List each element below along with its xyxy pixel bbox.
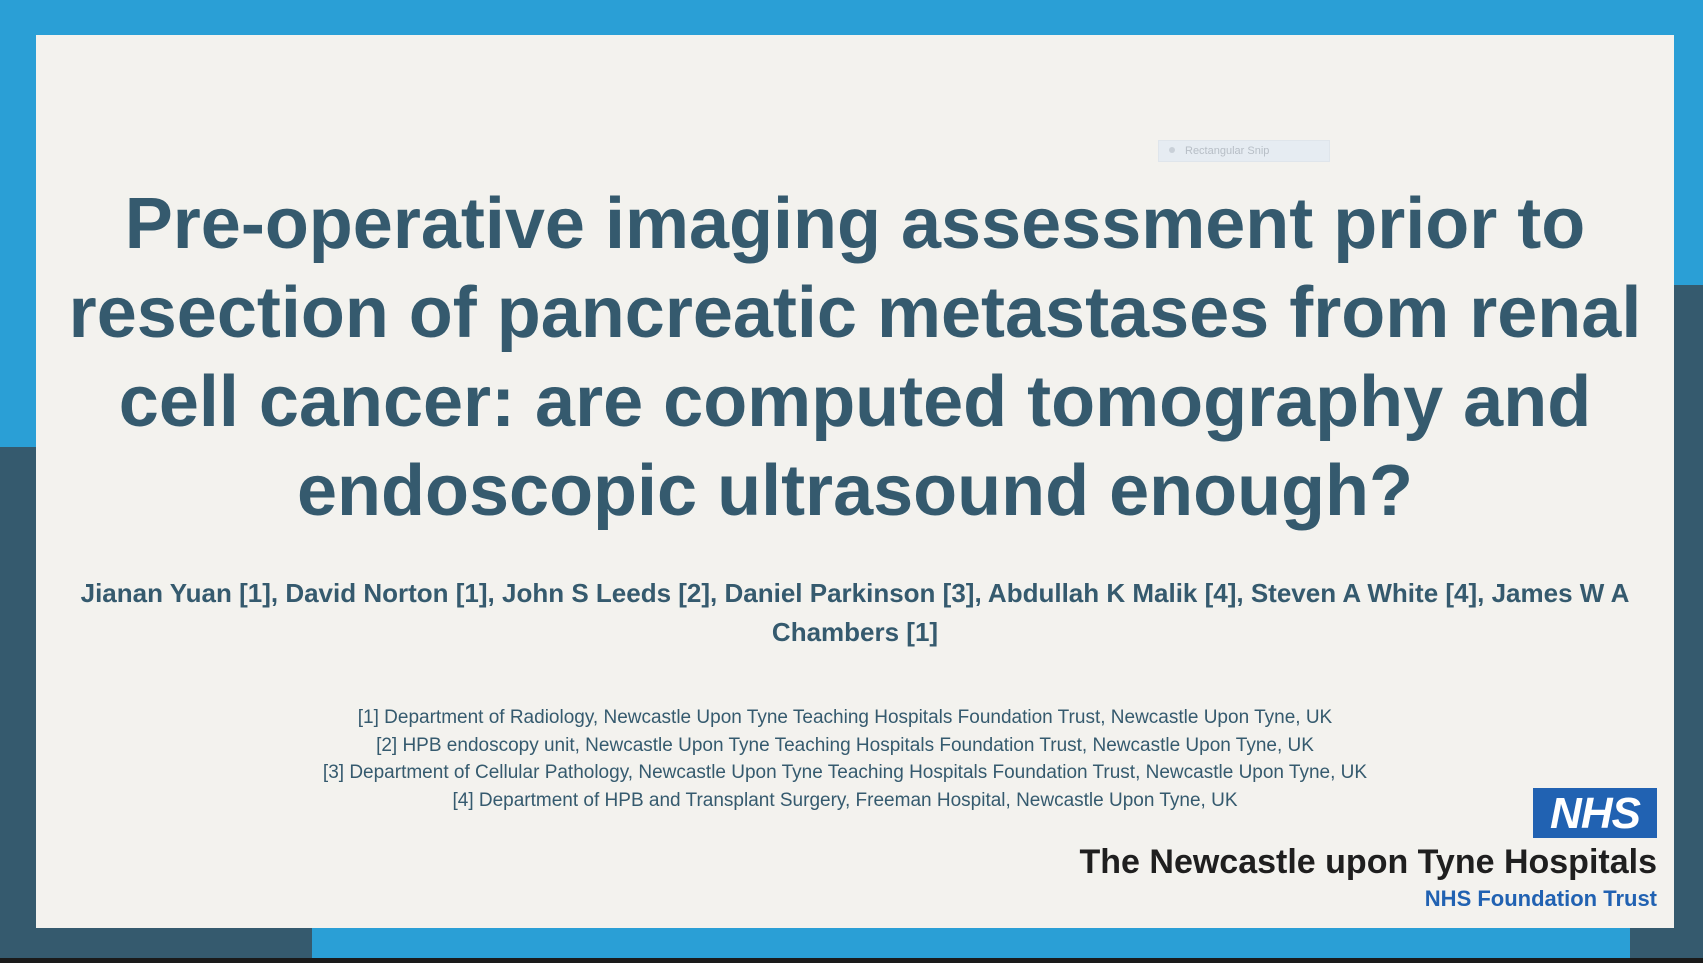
scissors-icon xyxy=(1169,147,1175,153)
affiliation-item: [3] Department of Cellular Pathology, Newcastle Upon Tyne Teaching Hospitals Foundation Trust, Newcastle Upon Tyne, UK xyxy=(322,762,1368,783)
nhs-logo xyxy=(1533,788,1657,838)
affiliation-item: [4] Department of HPB and Transplant Surgery, Freeman Hospital, Newcastle Upon Tyne, UK xyxy=(452,789,1238,811)
frame-accent-right xyxy=(1672,285,1703,963)
frame-accent-left xyxy=(0,447,36,963)
trust-name: The Newcastle upon Tyne Hospitals xyxy=(1079,843,1657,881)
screen-bottom-edge xyxy=(0,958,1703,963)
author-list: Jianan Yuan [1], David Norton [1], John S Leeds [2], Daniel Parkinson [3], Abdullah K Malik [4], Steven A White [4], James W A Chambers [1] xyxy=(80,578,1630,647)
nhs-logo-text: NHS xyxy=(1550,789,1640,838)
slide-title: Pre-operative imaging assessment prior to resection of pancreatic metastases from renal cell cancer: are computed tomography and endoscopic ultrasound enough? xyxy=(68,184,1642,531)
snip-label: Rectangular Snip xyxy=(1185,145,1270,157)
affiliation-item: [2] HPB endoscopy unit, Newcastle Upon Tyne Teaching Hospitals Foundation Trust, Newcastle Upon Tyne, UK xyxy=(376,734,1314,756)
affiliation-list xyxy=(240,704,1450,814)
affiliation-item: [1] Department of Radiology, Newcastle Upon Tyne Teaching Hospitals Foundation Trust, Newcastle Upon Tyne, UK xyxy=(357,707,1333,728)
nhs-logo-mark xyxy=(1533,788,1657,838)
rectangular-snip-toolbar[interactable] xyxy=(1158,140,1330,162)
trust-subtitle: NHS Foundation Trust xyxy=(1424,886,1657,911)
